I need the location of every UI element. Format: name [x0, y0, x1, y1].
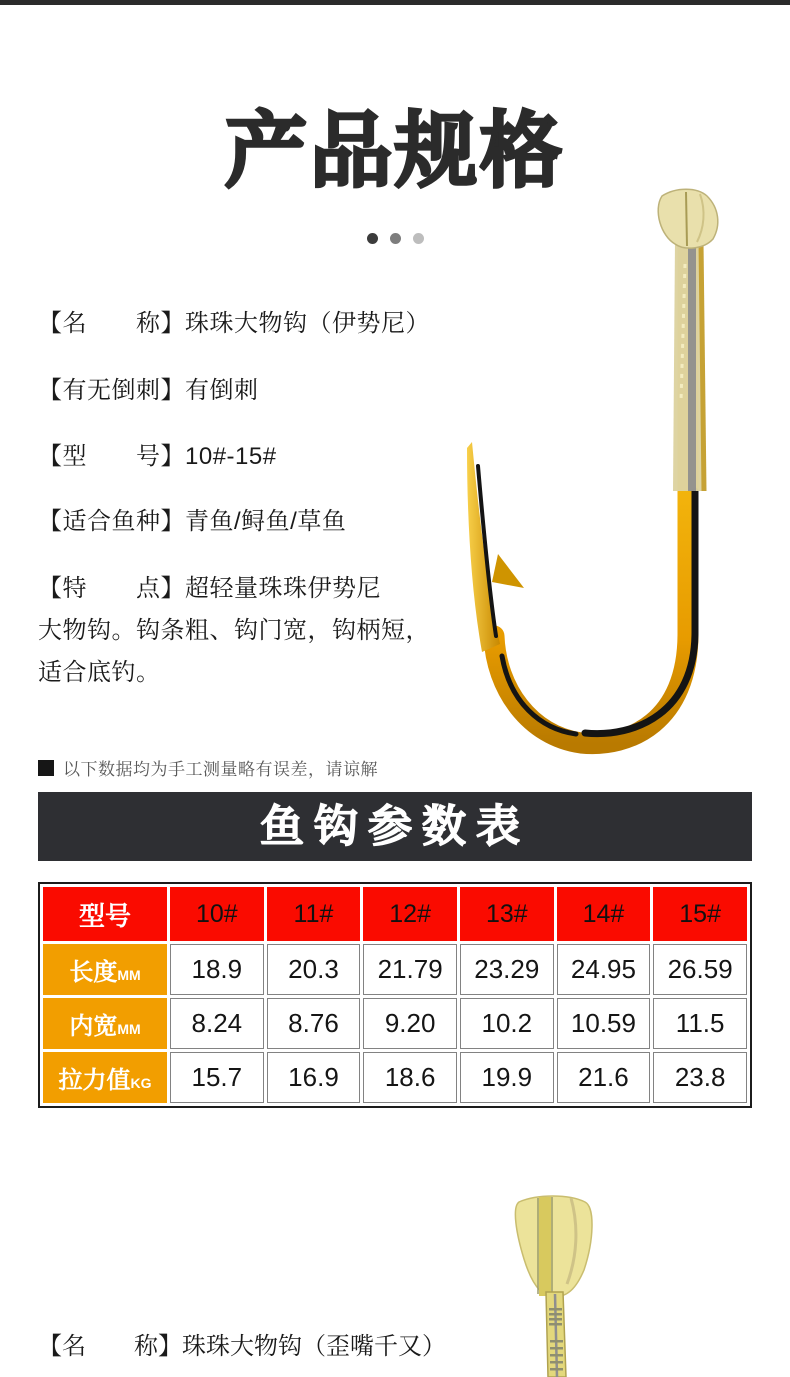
- spec-feature-line3: 适合底钓。: [38, 659, 161, 686]
- dot-dark: [367, 233, 378, 244]
- table-row-length: [43, 944, 747, 995]
- header-size-10: 10#: [170, 887, 264, 941]
- header-model: 型号: [43, 887, 167, 941]
- header-size-15: 15#: [653, 887, 747, 941]
- hook-parameter-table: [38, 882, 752, 1108]
- table-cell: 8.24: [170, 998, 264, 1049]
- table-cell: 23.29: [460, 944, 554, 995]
- spade-hook-top-image: [505, 1192, 601, 1377]
- table-cell: 19.9: [460, 1052, 554, 1103]
- spec-name: 【名 称】珠珠大物钩（伊势尼）: [38, 310, 430, 337]
- table-cell: 10.2: [460, 998, 554, 1049]
- table-header-row: [43, 887, 747, 941]
- golden-fishing-hook-image: [438, 186, 780, 758]
- page-title: 产品规格: [224, 106, 565, 197]
- row-label-length: 长度MM: [43, 944, 167, 995]
- top-divider-bar: [0, 0, 790, 5]
- table-cell: 18.9: [170, 944, 264, 995]
- table-cell: 16.9: [267, 1052, 361, 1103]
- dot-light: [413, 233, 424, 244]
- header-size-11: 11#: [267, 887, 361, 941]
- dot-medium: [390, 233, 401, 244]
- square-bullet-icon: [38, 760, 54, 776]
- table-cell: 21.6: [557, 1052, 651, 1103]
- table-cell: 24.95: [557, 944, 651, 995]
- spec-model: 【型 号】10#-15#: [38, 443, 277, 470]
- table-cell: 15.7: [170, 1052, 264, 1103]
- table-row-width: [43, 998, 747, 1049]
- table-cell: 10.59: [557, 998, 651, 1049]
- table-cell: 21.79: [363, 944, 457, 995]
- second-product-name: 【名 称】珠珠大物钩（歪嘴千又）: [38, 1333, 446, 1360]
- table-cell: 8.76: [267, 998, 361, 1049]
- header-size-12: 12#: [363, 887, 457, 941]
- header-size-13: 13#: [460, 887, 554, 941]
- table-cell: 20.3: [267, 944, 361, 995]
- table-banner: 鱼钩参数表: [38, 792, 752, 861]
- row-label-width: 内宽MM: [43, 998, 167, 1049]
- table-row-pull: [43, 1052, 747, 1103]
- spec-feature-line1: 【特 点】超轻量珠珠伊势尼: [38, 575, 381, 602]
- measurement-note: [38, 755, 378, 780]
- spec-barb: 【有无倒刺】有倒刺: [38, 377, 259, 404]
- table-cell: 26.59: [653, 944, 747, 995]
- table-cell: 23.8: [653, 1052, 747, 1103]
- table-cell: 18.6: [363, 1052, 457, 1103]
- header-size-14: 14#: [557, 887, 651, 941]
- spec-fish-type: 【适合鱼种】青鱼/鲟鱼/草鱼: [38, 508, 347, 535]
- note-text: 以下数据均为手工测量略有误差，请谅解: [63, 760, 378, 779]
- table-cell: 9.20: [363, 998, 457, 1049]
- row-label-pull: 拉力值KG: [43, 1052, 167, 1103]
- spec-feature-line2: 大物钩。钩条粗、钩门宽，钩柄短，: [38, 617, 430, 644]
- table-cell: 11.5: [653, 998, 747, 1049]
